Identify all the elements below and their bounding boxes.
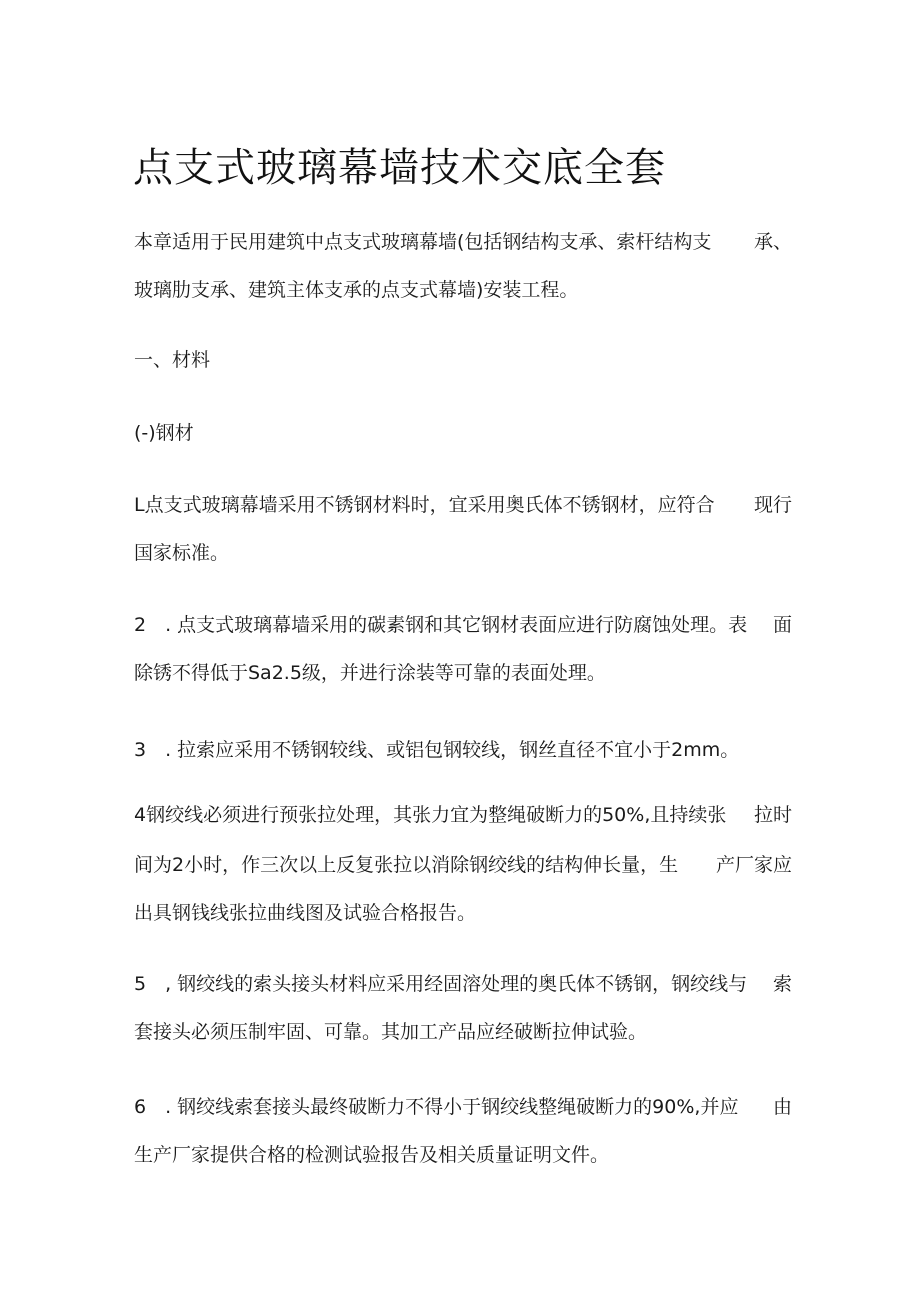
item-2-line-2: 除锈不得低于Sa2.5级，并进行涂装等可靠的表面处理。 <box>134 662 606 684</box>
page-title: 点支式玻璃幕墙技术交底全套 <box>133 145 666 191</box>
item-6-line-1 <box>134 1095 792 1119</box>
item-5-text: 5 , 钢绞线的索头接头材料应采用经固溶处理的奥氏体不锈钢，钢绞线与 <box>134 973 748 995</box>
intro-line-2: 玻璃肋支承、建筑主体支承的点支式幕墙)安装工程。 <box>134 279 579 301</box>
item-1-text-tail: 现行 <box>753 494 792 516</box>
item-5-line-2: 套接头必须压制牢固、可靠。其加工产品应经破断拉伸试验。 <box>134 1021 648 1043</box>
item-1-text: L点支式玻璃幕墙采用不锈钢材料时，宜采用奥氏体不锈钢材，应符合 <box>134 494 715 516</box>
intro-text-tail: 承、 <box>753 231 792 253</box>
item-5-text-tail: 索 <box>772 973 792 995</box>
item-4-text-2-tail: 产厂家应 <box>715 854 792 876</box>
item-6-text: 6 . 钢绞线索套接头最终破断力不得小于钢绞线整绳破断力的90%,并应 <box>134 1096 739 1118</box>
intro-line-1 <box>134 230 792 254</box>
item-5-line-1 <box>134 972 792 996</box>
item-2-text: 2 . 点支式玻璃幕墙采用的碳素钢和其它钢材表面应进行防腐蚀处理。表 <box>134 614 748 636</box>
item-1-line-2: 国家标准。 <box>134 542 230 564</box>
subsection-heading: (-)钢材 <box>134 422 194 444</box>
intro-text: 本章适用于民用建筑中点支式玻璃幕墙(包括钢结构支承、索杆结构支 <box>134 231 712 253</box>
item-3-line-1: 3 . 拉索应采用不锈钢较线、或铝包钢较线，钢丝直径不宜小于2mm。 <box>134 739 740 761</box>
item-6-text-tail: 由 <box>772 1096 792 1118</box>
item-1-line-1 <box>134 493 792 517</box>
item-6-line-2: 生产厂家提供合格的检测试验报告及相关质量证明文件。 <box>134 1144 610 1166</box>
item-4-text-2: 间为2小时，作三次以上反复张拉以消除钢绞线的结构伸长量，生 <box>134 854 679 876</box>
item-4-text-tail: 拉时 <box>753 804 792 826</box>
item-4-line-2 <box>134 853 792 877</box>
item-4-line-3: 出具钢钱线张拉曲线图及试验合格报告。 <box>134 902 477 924</box>
item-4-line-1 <box>134 803 792 827</box>
item-4-text: 4钢绞线必须进行预张拉处理，其张力宜为整绳破断力的50%,且持续张 <box>134 804 727 826</box>
section-heading: 一、材料 <box>134 349 211 371</box>
item-2-line-1 <box>134 613 792 637</box>
item-2-text-tail: 面 <box>772 614 792 636</box>
